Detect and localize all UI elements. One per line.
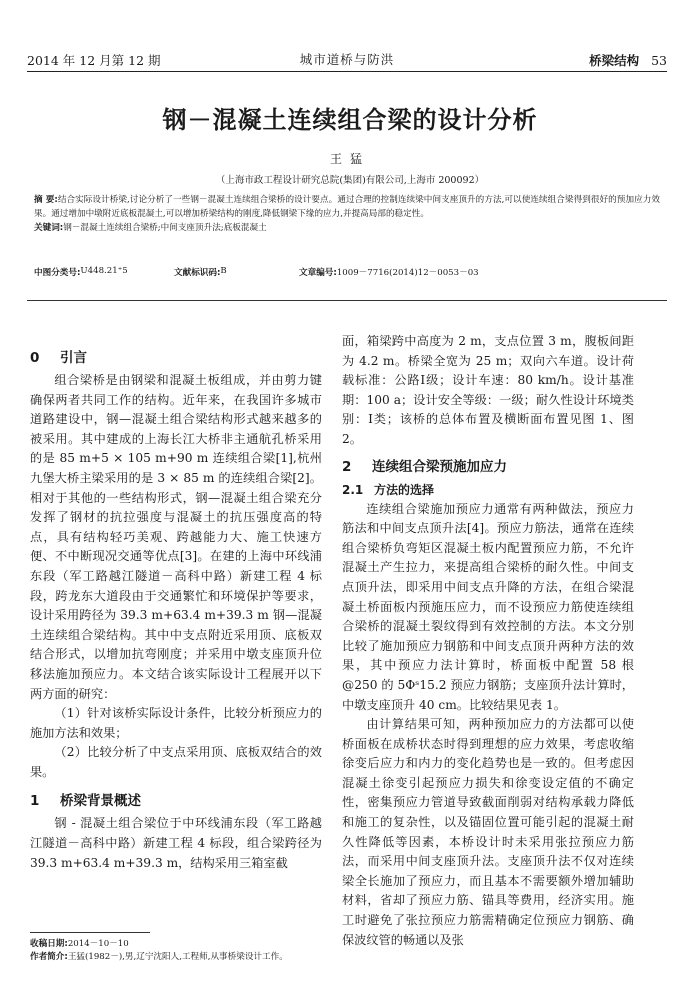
header-rule [27,71,667,72]
author-name: 王猛 [329,152,370,166]
keywords-label: 关键词: [34,223,64,233]
article-number: 文章编号: 1009－7716(2014)12－0053－03 [299,268,479,278]
right-column [342,332,634,950]
research-item-1: （1）针对该桥实际设计条件，比较分析预应力的施加方法和效果； [30,706,322,740]
author-bio: 作者简介:王猛(1982－),男,辽宁沈阳人,工程师,从事桥梁设计工作。 [30,952,288,962]
left-column [30,345,322,873]
abstract-block [34,193,660,235]
page-number: 53 [651,53,667,68]
received-date: 收稿日期:2014－10－10 [30,939,129,949]
abstract-text: 结合实际设计桥梁,讨论分析了一些钢－混凝土连续组合梁桥的设计要点。通过合理的控制连续梁中间支座顶升的方法,可以使连续组合梁得到很好的预加应力效果。通过增加中墩附近底板混凝土,可以增加桥梁结构的刚度,降低钢梁下缘的应力,并提高局部的稳定性。 [34,195,660,219]
section-1-paragraph-cont: 面，箱梁跨中高度为 2 m，支点位置 3 m，腹板间距为 4.2 m。桥梁全宽为 25 m；双向六车道。设计荷载标准：公路Ⅰ级；设计车速：80 km/h。设计基准期：100 a；设计安全等级：一级；耐久性设计环境类别：Ⅰ类；该桥的总体布置及横断面布置见图 1、图 2。 [342,334,634,446]
abstract-label: 摘 要: [34,195,58,205]
abstract [34,193,660,221]
section-page [589,51,667,69]
research-item-2: （2）比较分析了中支点采用顶、底板双结合的效果。 [30,745,322,779]
affiliation: （上海市政工程设计研究总院(集团)有限公司,上海市 200092） [215,175,485,186]
running-header [27,49,667,69]
section-2-1-paragraph-2: 由计算结果可知，两种预加应力的方法都可以使桥面板在成桥状态时得到理想的应力效果，考虑收缩徐变后应力和内力的变化趋势也是一致的。但考虑因混凝土徐变引起预应力损失和徐变设定值的不确定性，密集预应力管道导致截面削弱对结构承载力降低和施工的复杂性，以及锚固位置可能引起的混凝土耐久性降低等因素，本桥设计时未采用张拉预应力筋法，而采用中间支座顶升法。支座顶升法不仅对连续梁全长施加了预应力，而且基本不需要额外增加辅助材料，省却了预应力筋、锚具等费用，经济实用。施工时避免了张拉预应力筋需精确定位预应力钢筋、确保波纹管的畅通以及张 [342,717,634,947]
section-2-1-heading: 2.1 方法的选择 [342,482,435,497]
issue-info: 2014 年 12 月第 12 期 [27,53,161,68]
section-1-heading: 1 桥梁背景概述 [30,793,141,810]
footnote-rule [30,932,150,933]
section-2-1-paragraph-1: 连续组合梁施加预应力通常有两种做法，预应力筋法和中间支点顶升法[4]。预应力筋法，通常在连续组合梁桥负弯矩区混凝土板内配置预应力筋，不允许混凝土产生拉力，来提高组合梁桥的耐久性。中间支点顶升法，即采用中间支点升降的方法，在组合梁混凝土桥面板内预施压应力，而不设预应力筋使连续组合梁桥的混凝土裂纹得到有效控制的方法。本文分别比较了施加预应力钢筋和中间支点顶升两种方法的效果，其中预应力法计算时，桥面板中配置 58 根 @250 的 5Φˢ15.2 预应力钢筋；支座顶升法计算时，中墩支座顶升 40 cm。比较结果见表 1。 [342,501,634,712]
abstract-rule [27,300,667,301]
keywords-text: 钢－混凝土连续组合梁桥;中间支座顶升法;底板混凝土 [63,223,267,233]
section-1-paragraph: 钢 - 混凝土组合梁位于中环线浦东段（军工路越江隧道－高科中路）新建工程 4 标段，组合梁跨径为 39.3 m+63.4 m+39.3 m，结构采用三箱室截 [30,816,322,870]
section-0-paragraph: 组合梁桥是由钢梁和混凝土板组成，并由剪力键确保两者共同工作的结构。近年来，在我国许多城市道路建设中，钢—混凝土组合梁结构形式越来越多的被采用。其中建成的上海长江大桥非主通航孔桥采用的是 85 m+5 × 105 m+90 m 连续组合梁[1],杭州九堡大桥主梁采用的是 3 × 85 m 的连续组合梁[2]。相对于其他的一些结构形式，钢—混凝土组合梁充分发挥了钢材的抗拉强度与混凝土的抗压强度高的特点，具有结构轻巧美观、跨越能力大、施工快速方便、不中断现况交通等优点[3]。在建的上海中环线浦东段（军工路越江隧道－高科中路）新建工程 4 标段，跨龙东大道段由于交通繁忙和环境保护等要求，设计采用跨径为 39.3 m+63.4 m+39.3 m 钢—混凝土连续组合梁结构。其中中支点附近采用顶、底板双结合形式，以增加抗弯刚度；并采用中墩支座顶升位移法施加预应力。本文结合该实际设计工程展开以下两方面的研究： [30,373,322,701]
document-code: 文献标识码: B [174,266,227,278]
clc-number: 中图分类号: U448.21⁺5 [34,266,128,278]
section-0-heading: 0 引言 [30,350,87,366]
paper-title: 钢－混凝土连续组合梁的设计分析 [162,106,538,134]
section-2-heading: 2 连续组合梁预施加应力 [342,458,507,475]
keywords [34,221,660,235]
footnote [30,938,320,964]
journal-name: 城市道桥与防洪 [299,52,395,67]
section-name: 桥梁结构 [589,53,640,68]
